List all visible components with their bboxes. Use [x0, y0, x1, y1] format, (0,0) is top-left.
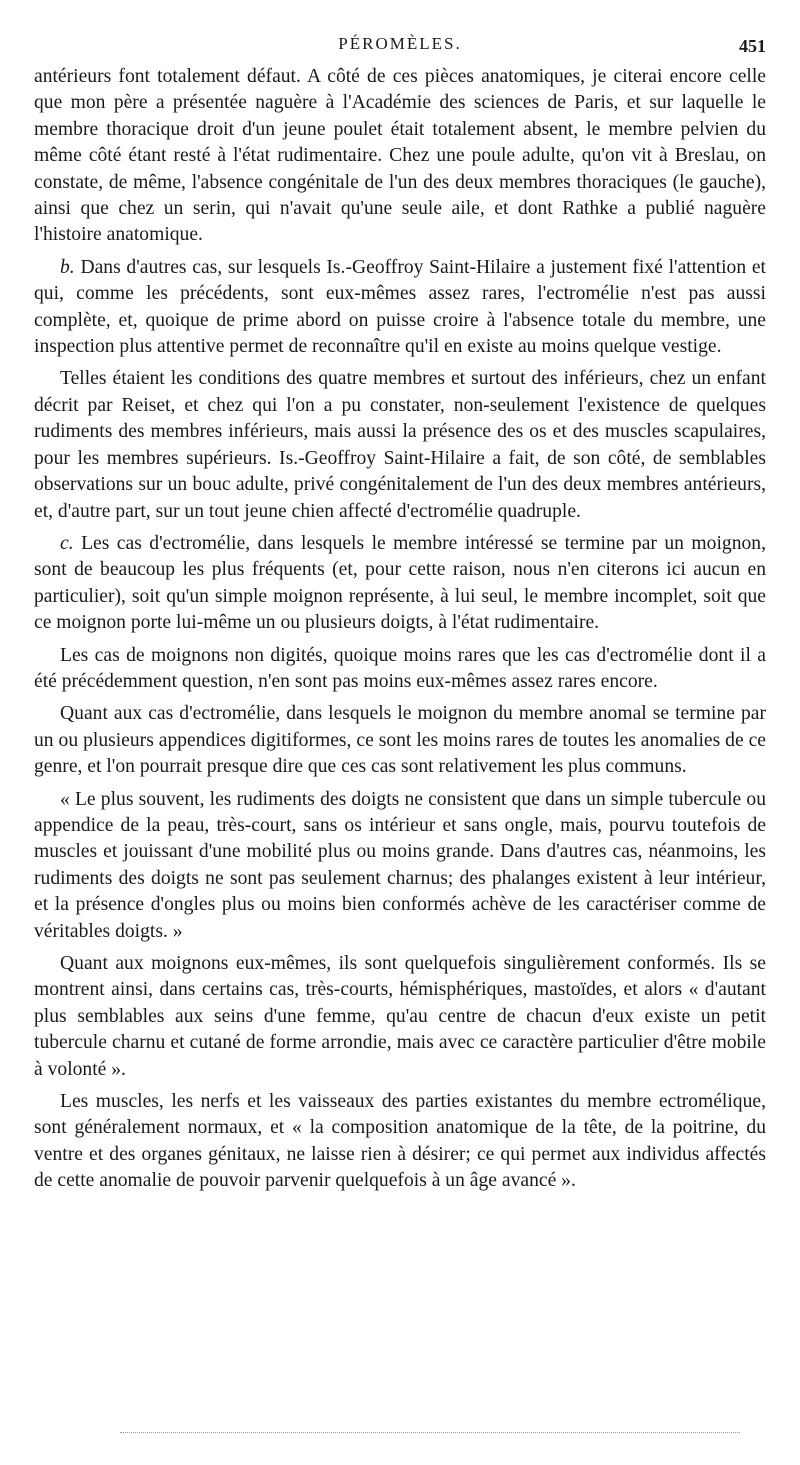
- paragraph-marker: b.: [60, 256, 75, 278]
- paragraph-text: Dans d'autres cas, sur lesquels Is.-Geoffroy Saint-Hilaire a justement fixé l'attention et qui, comme les précédents, sont eux-mêmes assez rares, l'ectromélie n'est pas aussi complète, et, quoique de prime abord on puisse croire à l'absence totale du membre, une inspection plus attentive permet de reconnaître qu'il en existe au moins quelque vestige.: [34, 256, 766, 358]
- paragraph: [34, 701, 766, 780]
- paragraph-b: [34, 255, 766, 361]
- paragraph: [34, 643, 766, 696]
- paragraph-marker: c.: [60, 532, 74, 554]
- paragraph: [34, 951, 766, 1083]
- paragraph-text: « Le plus souvent, les rudiments des doigts ne consistent que dans un simple tubercule ou appendice de la peau, très-court, sans os intérieur et sans ongle, mais, pourvu toutefois de muscles et jouissant d'une mobilité plus ou moins grande. Dans d'autres cas, néanmoins, les rudiments des doigts ne sont pas seulement charnus; des phalanges existent à leur intérieur, et la présence d'ongles plus ou moins bien conformés achève de les caractériser comme de véritables doigts. »: [34, 788, 766, 942]
- paragraph-text: Les cas de moignons non digités, quoique moins rares que les cas d'ectromélie dont il a été précédemment question, n'en sont pas moins eux-mêmes assez rares encore.: [34, 644, 766, 692]
- paragraph: [34, 1089, 766, 1195]
- paragraph-text: Quant aux cas d'ectromélie, dans lesquels le moignon du membre anomal se termine par un ou plusieurs appendices digitiformes, ce sont les moins rares de toutes les anomalies de ce genre, et l'on pourrait presque dire que ces cas sont relativement les plus communs.: [34, 703, 766, 778]
- paragraph-text: Les cas d'ectromélie, dans lesquels le membre intéressé se termine par un moignon, sont de beaucoup les plus fréquents (et, pour cette raison, nous n'en citerons ici aucun en particulier), soit qu'un simple moignon représente, à lui seul, le membre incomplet, soit que ce moignon porte lui-même un ou plusieurs doigts, à l'état rudimentaire.: [34, 532, 766, 634]
- paragraph-text: Telles étaient les conditions des quatre membres et surtout des inférieurs, chez un enfant décrit par Reiset, et chez qui l'on a pu constater, non-seulement l'existence de quelques rudiments des membres inférieurs, mais aussi la présence des os et des muscles scapulaires, pour les membres supérieurs. Is.-Geoffroy Saint-Hilaire a fait, de son côté, de semblables observations sur un bouc adulte, privé congénitalement de l'un des deux membres antérieurs, et, d'autre part, sur un tout jeune chien affecté d'ectromélie quadruple.: [34, 368, 766, 522]
- paragraph-continued: [34, 64, 766, 249]
- paragraph-text: Quant aux moignons eux-mêmes, ils sont quelquefois singulièrement conformés. Ils se montrent ainsi, dans certains cas, très-courts, hémisphériques, mastoïdes, et alors « d'autant plus semblables aux seins d'une femme, qu'au centre de chacun d'eux existe un petit tubercule charnu et cutané de forme arrondie, mais avec ce caractère particulier d'être mobile à volonté ».: [34, 953, 766, 1080]
- running-title: PÉROMÈLES.: [338, 34, 462, 53]
- body-text: [34, 64, 766, 1201]
- page-number: 451: [739, 36, 766, 56]
- footer-rule: [120, 1432, 740, 1433]
- paragraph-text: Les muscles, les nerfs et les vaisseaux des parties existantes du membre ectromélique, sont généralement normaux, et « la composition anatomique de la tête, de la poitrine, du ventre et des organes génitaux, ne laisse rien à désirer; ce qui permet aux individus affectés de cette anomalie de pouvoir parvenir quelquefois à un âge avancé ».: [34, 1091, 766, 1192]
- paragraph: [34, 366, 766, 524]
- paragraph-quote: [34, 787, 766, 945]
- running-head: [34, 34, 766, 58]
- paragraph-c: [34, 531, 766, 637]
- paragraph-text: antérieurs font totalement défaut. A côté de ces pièces anatomiques, je citerai encore celle que mon père a présentée naguère à l'Académie des sciences de Paris, et sur laquelle le membre thoracique droit d'un jeune poulet était totalement absent, le membre pelvien du même côté étant resté à l'état rudimentaire. Chez une poule adulte, qu'on vit à Breslau, on constate, de même, l'absence congénitale de l'un des deux membres thoraciques (le gauche), ainsi que chez un serin, qui n'avait qu'une seule aile, et dont Rathke a publié naguère l'histoire anatomique.: [34, 66, 766, 246]
